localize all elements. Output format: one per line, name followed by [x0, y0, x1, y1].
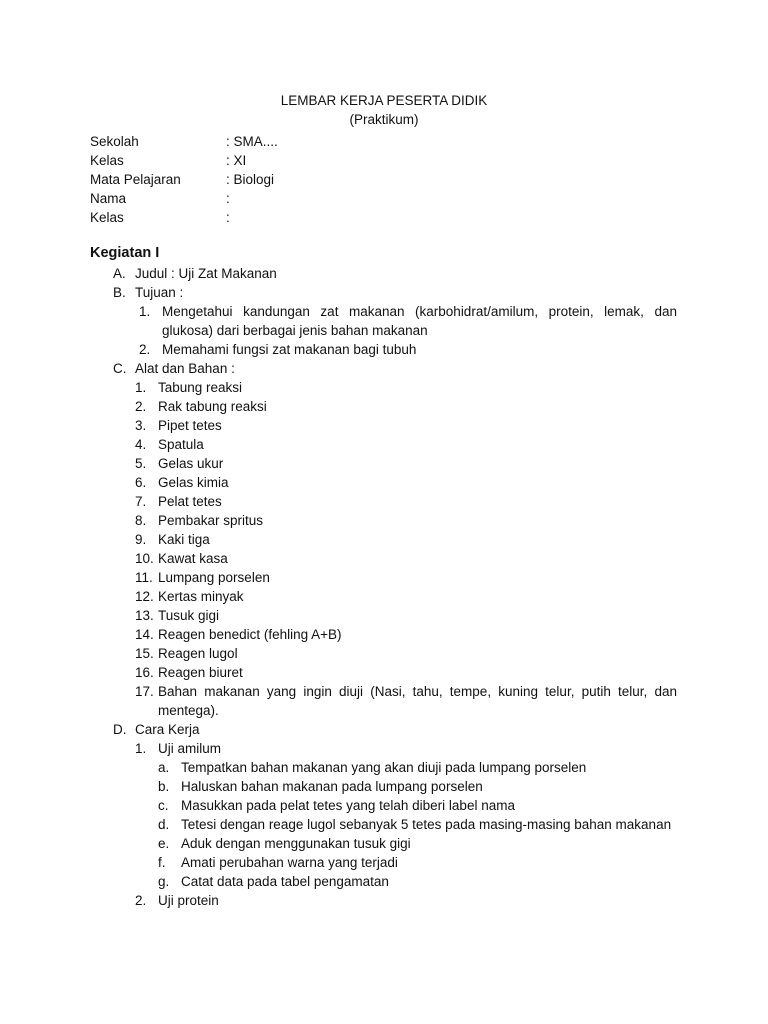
info-value: :	[226, 191, 230, 206]
info-label: Kelas	[90, 210, 124, 225]
material-item-text: Kawat kasa	[158, 551, 228, 566]
procedure-step-marker: c.	[158, 798, 169, 813]
info-value: :	[226, 210, 230, 225]
section-b-text: Tujuan :	[135, 285, 184, 300]
section-a-text: Judul : Uji Zat Makanan	[135, 266, 277, 281]
info-row	[90, 170, 490, 189]
section-a-marker: A.	[113, 266, 126, 281]
procedure-item-text: Uji protein	[158, 893, 219, 908]
procedure-step-text: Tetesi dengan reage lugol sebanyak 5 tetes pada masing-masing bahan makanan	[181, 817, 672, 832]
procedure-step-text: Amati perubahan warna yang terjadi	[181, 855, 398, 870]
material-item-text: Bahan makanan yang ingin diuji (Nasi, tahu, tempe, kuning telur, putih telur, dan mentega).	[158, 684, 677, 718]
section-d-marker: D.	[113, 722, 127, 737]
material-item-text: Kaki tiga	[158, 532, 210, 547]
material-item-marker: 1.	[135, 380, 147, 395]
material-item-text: Tusuk gigi	[158, 608, 220, 623]
section-c-text: Alat dan Bahan :	[135, 361, 235, 376]
material-item-text: Gelas kimia	[158, 475, 229, 490]
procedure-item-marker: 2.	[135, 893, 147, 908]
material-item-marker: 13.	[135, 608, 154, 623]
info-label: Kelas	[90, 153, 124, 168]
material-item-text: Reagen benedict (fehling A+B)	[158, 627, 342, 642]
info-label: Nama	[90, 191, 127, 206]
procedure-step-marker: a.	[158, 760, 170, 775]
material-item-marker: 16.	[135, 665, 154, 680]
material-item-marker: 14.	[135, 627, 154, 642]
material-item-text: Pelat tetes	[158, 494, 222, 509]
activity-heading: Kegiatan I	[90, 245, 160, 261]
material-item-text: Kertas minyak	[158, 589, 244, 604]
info-row	[90, 208, 490, 227]
material-item-marker: 8.	[135, 513, 147, 528]
info-row	[90, 132, 490, 151]
procedure-step-text: Aduk dengan menggunakan tusuk gigi	[181, 836, 411, 851]
material-item-marker: 4.	[135, 437, 147, 452]
material-item-text: Pembakar spritus	[158, 513, 264, 528]
material-item-text: Tabung reaksi	[158, 380, 243, 395]
material-item-marker: 17.	[135, 684, 154, 699]
material-item-marker: 2.	[135, 399, 147, 414]
procedure-step-text: Masukkan pada pelat tetes yang telah diberi label nama	[181, 798, 515, 813]
info-label: Mata Pelajaran	[90, 172, 181, 187]
material-item-marker: 9.	[135, 532, 147, 547]
procedure-step-marker: d.	[158, 817, 170, 832]
material-item-text: Reagen biuret	[158, 665, 243, 680]
info-row	[90, 189, 490, 208]
goal-item-text: Memahami fungsi zat makanan bagi tubuh	[162, 342, 417, 357]
procedure-step-marker: g.	[158, 874, 170, 889]
info-value: : SMA....	[226, 134, 278, 149]
material-item-marker: 11.	[135, 570, 153, 585]
material-item-text: Pipet tetes	[158, 418, 222, 433]
material-item-marker: 15.	[135, 646, 154, 661]
procedure-item-marker: 1.	[135, 741, 147, 756]
material-item-marker: 6.	[135, 475, 147, 490]
section-c-marker: C.	[113, 361, 127, 376]
material-item-marker: 5.	[135, 456, 147, 471]
material-item-text: Rak tabung reaksi	[158, 399, 267, 414]
material-item-marker: 7.	[135, 494, 147, 509]
procedure-step-text: Catat data pada tabel pengamatan	[181, 874, 389, 889]
goal-item-marker: 1.	[139, 304, 151, 319]
section-d-text: Cara Kerja	[135, 722, 200, 737]
material-item-text: Lumpang porselen	[158, 570, 270, 585]
procedure-step-marker: b.	[158, 779, 170, 794]
material-item-marker: 10.	[135, 551, 154, 566]
procedure-step-text: Tempatkan bahan makanan yang akan diuji pada lumpang porselen	[181, 760, 587, 775]
goal-item-marker: 2.	[139, 342, 151, 357]
document-title: LEMBAR KERJA PESERTA DIDIK	[280, 93, 488, 108]
goal-item-text: Mengetahui kandungan zat makanan (karbohidrat/amilum, protein, lemak, dan glukosa) dari berbagai jenis bahan makanan	[162, 304, 677, 338]
info-value: : Biologi	[226, 172, 275, 187]
section-b-marker: B.	[113, 285, 126, 300]
procedure-step-marker: e.	[158, 836, 170, 851]
info-row	[90, 151, 490, 170]
student-info	[90, 132, 490, 227]
procedure-item-text: Uji amilum	[158, 741, 222, 756]
material-item-text: Gelas ukur	[158, 456, 224, 471]
material-item-marker: 3.	[135, 418, 147, 433]
info-label: Sekolah	[90, 134, 139, 149]
info-value: : XI	[226, 153, 247, 168]
procedure-step-text: Haluskan bahan makanan pada lumpang porselen	[181, 779, 483, 794]
material-item-text: Reagen lugol	[158, 646, 238, 661]
material-item-text: Spatula	[158, 437, 204, 452]
document-subtitle: (Praktikum)	[349, 112, 419, 127]
procedure-step-marker: f.	[158, 855, 166, 870]
material-item-marker: 12.	[135, 589, 154, 604]
